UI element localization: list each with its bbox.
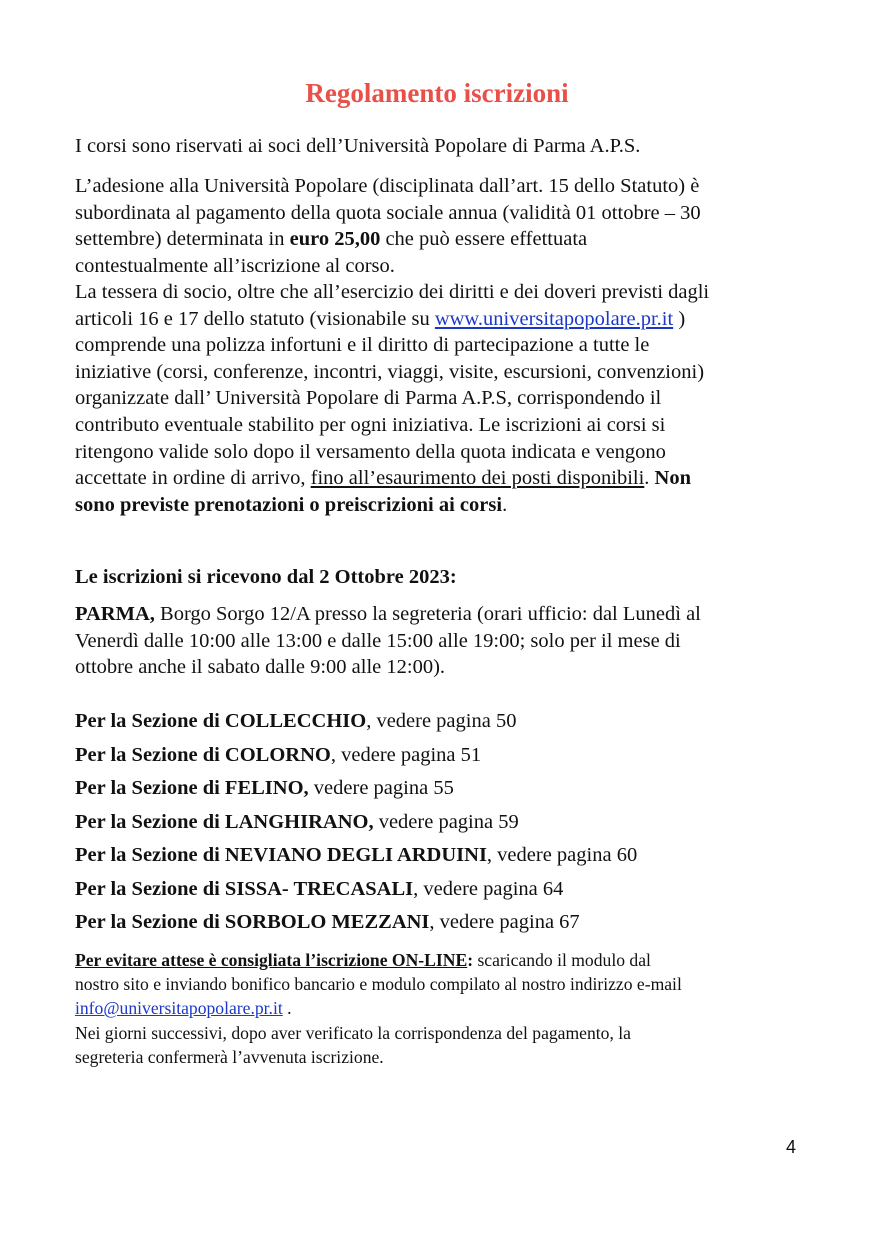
text-span: .	[644, 467, 655, 490]
parma-line: Venerdì dalle 10:00 alle 13:00 e dalle 15:00 alle 19:00; solo per il mese di	[75, 629, 681, 652]
text-span: articoli 16 e 17 dello statuto (visionabile su	[75, 307, 435, 330]
sezioni-list	[75, 705, 805, 940]
text-span: Borgo Sorgo 12/A presso la segreteria (orari ufficio: dal Lunedì al	[154, 603, 701, 625]
text-span: accettate in ordine di arrivo,	[75, 467, 311, 490]
text-span: .	[282, 998, 292, 1019]
list-item	[75, 806, 805, 840]
email-link[interactable]: info@universitapopolare.pr.it	[75, 998, 283, 1019]
parma-line: ottobre anche il sabato dalle 9:00 alle 12:00).	[75, 656, 446, 679]
tessera-line: contributo eventuale stabilito per ogni iniziativa. Le iscrizioni ai corsi si	[75, 413, 666, 436]
sezione-page: , vedere pagina 64	[413, 877, 564, 900]
sezione-name: Per la Sezione di COLORNO	[75, 743, 331, 766]
text-span: )	[673, 307, 686, 330]
adesione-paragraph	[75, 173, 805, 279]
city-name: PARMA,	[75, 603, 155, 625]
adesione-line	[75, 226, 805, 253]
tessera-line	[75, 306, 805, 333]
heading-text: Le iscrizioni si ricevono dal 2 Ottobre 2023:	[75, 566, 457, 588]
bold-text: Non	[654, 467, 692, 490]
text-span: che può essere effettuata	[380, 228, 588, 251]
text-span: .	[502, 493, 508, 516]
sezione-page: vedere pagina 59	[373, 810, 519, 833]
list-item	[75, 705, 805, 739]
adesione-line: L’adesione alla Università Popolare (disciplinata dall’art. 15 dello Statuto) è	[75, 175, 700, 197]
underlined-text: fino all’esaurimento dei posti disponibili	[310, 467, 645, 490]
sezione-name: Per la Sezione di COLLECCHIO	[75, 710, 367, 732]
sezione-name: Per la Sezione di NEVIANO DEGLI ARDUINI	[75, 844, 487, 866]
online-line	[75, 996, 805, 1020]
page-number: 4	[786, 1137, 797, 1157]
online-line	[75, 948, 805, 972]
bold-text: sono previste prenotazioni o preiscrizioni ai corsi	[75, 493, 503, 516]
online-line: nostro sito e inviando bonifico bancario e modulo compilato al nostro indirizzo e-mail	[75, 974, 682, 995]
sezione-page: , vedere pagina 51	[330, 743, 482, 766]
tessera-paragraph	[75, 279, 805, 518]
intro-text: I corsi sono riservati ai soci dell’Università Popolare di Parma A.P.S.	[75, 135, 641, 157]
sezione-page: , vedere pagina 60	[486, 844, 638, 866]
tessera-line: La tessera di socio, oltre che all’esercizio dei diritti e dei doveri previsti dagli	[75, 281, 710, 303]
adesione-line: subordinata al pagamento della quota sociale annua (validità 01 ottobre – 30	[75, 201, 701, 224]
sezione-name: Per la Sezione di LANGHIRANO,	[75, 810, 374, 833]
tessera-line: iniziative (corsi, conferenze, incontri, viaggi, visite, escursioni, convenzioni)	[75, 360, 705, 383]
list-item	[75, 772, 805, 806]
page-title: Regolamento iscrizioni	[305, 78, 569, 108]
sezione-page: vedere pagina 55	[308, 777, 454, 799]
text-span: :	[467, 950, 474, 970]
quota-amount: euro 25,00	[289, 228, 381, 251]
sezione-name: Per la Sezione di FELINO,	[75, 777, 309, 799]
online-heading: Per evitare attese è consigliata l’iscrizione ON-LINE	[75, 950, 468, 970]
tessera-line: comprende una polizza infortuni e il diritto di partecipazione a tutte le	[75, 334, 650, 357]
sezione-page: , vedere pagina 67	[429, 911, 580, 933]
iscrizioni-heading	[75, 564, 805, 591]
tessera-line	[75, 465, 805, 492]
online-line: Nei giorni successivi, dopo aver verificato la corrispondenza del pagamento, la	[75, 1022, 631, 1043]
sezione-name: Per la Sezione di SORBOLO MEZZANI	[75, 911, 430, 933]
text-span: scaricando il modulo dal	[473, 950, 651, 970]
website-link[interactable]: www.universitapopolare.pr.it	[434, 307, 674, 330]
tessera-line: organizzate dall’ Università Popolare di Parma A.P.S, corrispondendo il	[75, 387, 662, 410]
adesione-line: contestualmente all’iscrizione al corso.	[75, 254, 395, 277]
list-item	[75, 906, 805, 940]
online-paragraph	[75, 948, 805, 1069]
parma-paragraph	[75, 601, 805, 681]
intro-paragraph	[75, 133, 805, 160]
list-item	[75, 873, 805, 907]
tessera-line	[75, 492, 805, 519]
parma-line	[75, 601, 805, 628]
iscrizioni-heading-block	[75, 564, 805, 591]
text-span: settembre) determinata in	[75, 228, 290, 251]
online-line: segreteria confermerà l’avvenuta iscrizione.	[75, 1046, 384, 1067]
sezione-name: Per la Sezione di SISSA- TRECASALI	[75, 877, 414, 900]
list-item	[75, 839, 805, 873]
list-item	[75, 739, 805, 773]
sezione-page: , vedere pagina 50	[366, 710, 517, 732]
tessera-line: ritengono valide solo dopo il versamento della quota indicata e vengono	[75, 440, 666, 463]
